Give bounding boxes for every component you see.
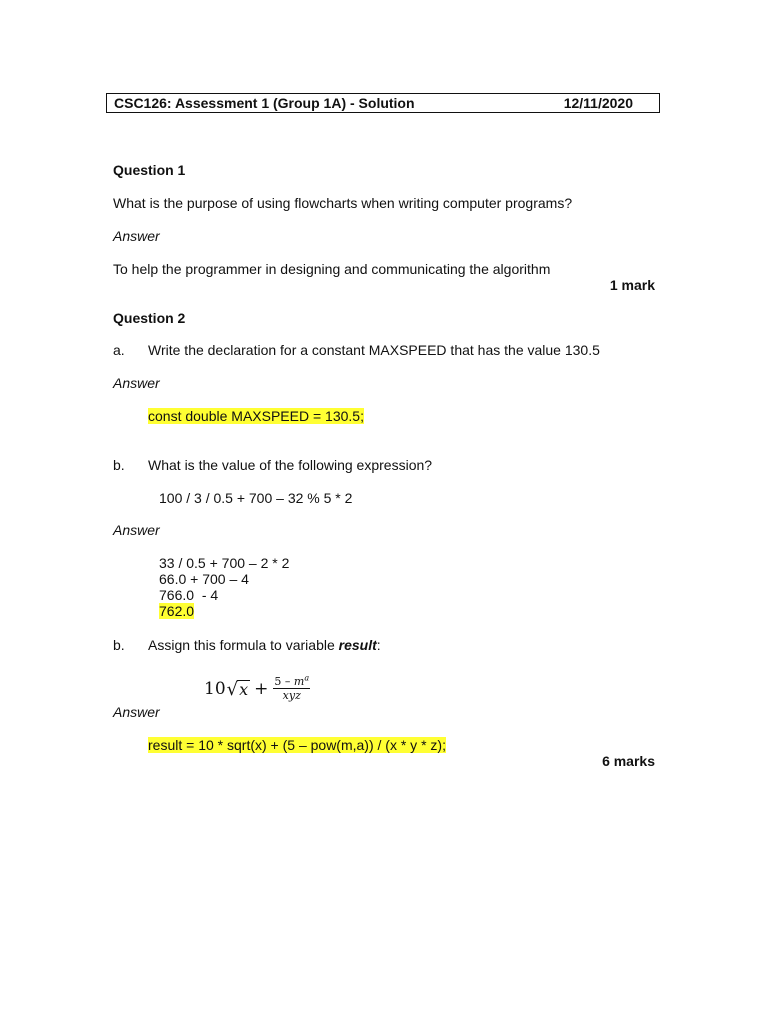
question-1-text: What is the purpose of using flowcharts when writing computer programs? xyxy=(113,195,573,211)
formula-coefficient: 10 xyxy=(204,679,226,699)
part-b2-label: b. xyxy=(113,637,125,653)
part-b1-answer-label: Answer xyxy=(113,522,160,538)
fraction-numerator xyxy=(273,675,310,688)
question-1-heading: Question 1 xyxy=(113,162,186,178)
part-b1-final xyxy=(159,603,194,620)
formula-fraction xyxy=(273,675,310,703)
part-b1-expression: 100 / 3 / 0.5 + 700 – 32 % 5 * 2 xyxy=(159,490,353,506)
part-b2-answer-highlight: result = 10 * sqrt(x) + (5 – pow(m,a)) / (x * y * z); xyxy=(148,737,446,753)
document-title: CSC126: Assessment 1 (Group 1A) - Solution xyxy=(114,95,415,111)
numerator-base: m xyxy=(293,675,305,688)
document-header xyxy=(106,93,660,113)
part-a-label: a. xyxy=(113,342,125,358)
part-b2-answer-label: Answer xyxy=(113,704,160,720)
formula-radicand: x xyxy=(239,679,249,699)
part-b2-question-prefix: Assign this formula to variable xyxy=(148,637,339,653)
document-date: 12/11/2020 xyxy=(563,95,633,111)
part-a-answer xyxy=(148,408,364,425)
part-a-answer-highlight: const double MAXSPEED = 130.5; xyxy=(148,408,364,424)
question-1-answer: To help the programmer in designing and communicating the algorithm xyxy=(113,261,551,277)
math-formula xyxy=(204,671,310,707)
fraction-denominator: xyz xyxy=(282,689,301,702)
question-2-heading: Question 2 xyxy=(113,310,186,326)
part-b2-question-variable: result xyxy=(338,637,377,653)
square-root-symbol: √ xyxy=(226,678,239,700)
part-b2-question-suffix: : xyxy=(376,637,381,653)
part-b1-question: What is the value of the following expression? xyxy=(148,457,433,473)
numerator-exponent: a xyxy=(304,673,310,683)
question-2-marks: 6 marks xyxy=(602,753,655,769)
part-b1-step-2: 66.0 + 700 – 4 xyxy=(159,571,249,587)
part-b1-step-3: 766.0 - 4 xyxy=(159,587,219,603)
part-b2-question xyxy=(148,637,381,654)
part-b1-final-highlight: 762.0 xyxy=(159,603,195,619)
question-1-answer-label: Answer xyxy=(113,228,160,244)
part-b1-step-1: 33 / 0.5 + 700 – 2 * 2 xyxy=(159,555,290,571)
part-a-question: Write the declaration for a constant MAXSPEED that has the value 130.5 xyxy=(148,342,600,358)
formula-plus: + xyxy=(254,679,269,699)
part-b2-answer xyxy=(148,737,446,754)
numerator-prefix: 5 – xyxy=(274,675,294,688)
question-1-marks: 1 mark xyxy=(609,277,655,293)
part-a-answer-label: Answer xyxy=(113,375,160,391)
part-b1-label: b. xyxy=(113,457,125,473)
